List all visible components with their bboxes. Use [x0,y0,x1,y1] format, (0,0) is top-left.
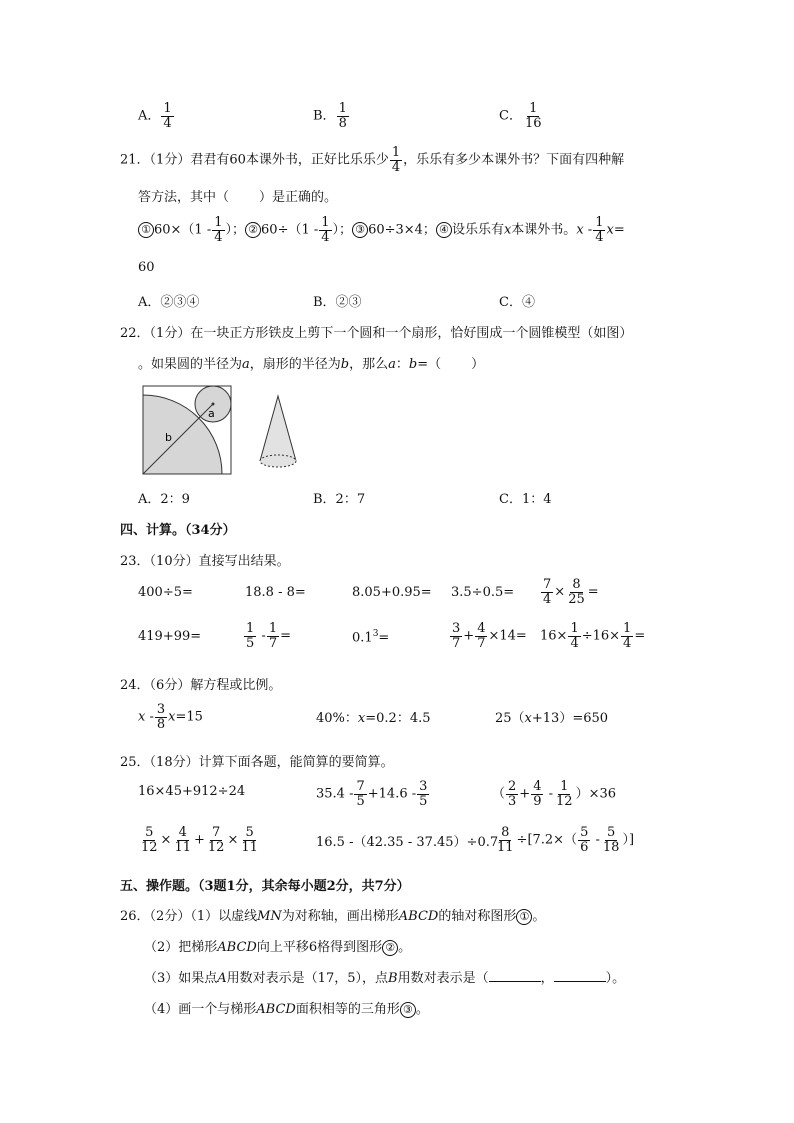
q20-option-b [313,102,350,130]
fraction [495,826,516,854]
q22-option-a: A．2：9 [138,492,190,507]
q26-text: 26．（2分）（1）以虚线 [120,909,258,924]
denominator: 3 [508,793,517,809]
operator: × [227,832,239,848]
numerator: 5 [607,825,616,840]
q26-text: 用数对表示是（17，5），点 [226,971,388,986]
answer-blank-x[interactable] [489,969,541,982]
q25-expr-c [492,780,616,808]
variable-a: a [242,357,250,372]
variable: x [606,222,614,238]
operator: + [463,628,475,644]
denominator: 4 [595,229,604,245]
q26-text: 。 [415,1002,429,1017]
q21-line2 [138,186,337,205]
fraction [390,146,402,174]
operator: = [587,584,599,600]
fraction [354,780,366,808]
operator: - [145,709,154,725]
q23-r1-3: 8.05+0.95= [352,585,432,600]
cone-figure [140,384,310,476]
q21-option-a: A．②③④ [138,295,200,310]
option-letter: B． [313,108,336,124]
q22-line2 [138,353,484,372]
expr-text: +14.6 - [367,786,417,802]
q24-eq3 [495,707,608,726]
q22-option-c: C．1：4 [499,492,552,507]
q21-text: 21．（1分）君君有60本课外书，正好比乐乐少 [120,152,389,168]
denominator: 4 [321,229,330,245]
q22-text: ： [395,357,409,372]
operator: ×14= [488,628,527,644]
variable: x [357,711,366,726]
q26-text: ， [540,971,554,986]
trapezoid-name: ABCD [217,940,257,955]
q24-head: 24．（6分）解方程或比例。 [120,678,282,693]
variable-b: b [408,357,418,372]
denominator: 12 [207,839,225,855]
q23-r2-1: 419+99= [138,629,202,644]
option-letter: A． [138,108,161,124]
method-text: - [583,222,593,238]
variable: x [168,709,176,725]
variable: x [524,711,532,726]
q26-text: 向上平移6格得到图形 [256,940,383,955]
expr-text: 35.4 - [316,786,354,802]
numerator: 4 [178,825,187,840]
numerator: 7 [356,779,365,794]
denominator: 7 [477,635,486,651]
fraction [450,622,462,650]
label-b: b [165,431,172,444]
q24-eq1 [138,703,203,731]
numerator: 1 [246,621,255,636]
numerator: 1 [570,621,579,636]
denominator: 6 [580,839,589,855]
variable-a: a [388,357,396,372]
q23-r2-4 [449,622,527,650]
operator: - [257,628,266,644]
denominator: 5 [246,635,255,651]
variable-b: b [340,357,350,372]
fraction [172,826,193,854]
q26-text: （4）画一个与梯形 [144,1002,257,1017]
denominator: 16 [524,115,542,131]
numerator: 8 [572,577,581,592]
q25-expr-a: 16×45+912÷24 [138,784,246,799]
variable: x [576,222,584,238]
circled-number: ① [516,909,532,925]
equation-text: 25（ [495,711,525,726]
fraction [212,216,224,244]
fraction [506,780,518,808]
fraction [554,780,575,808]
fraction [568,622,580,650]
q21-line1 [120,146,624,174]
numerator: 1 [338,101,347,116]
numerator: 2 [508,779,517,794]
denominator: 5 [419,793,428,809]
q26-text: ）。 [605,971,626,986]
numerator: 3 [419,779,428,794]
q26-line1 [120,905,545,925]
fraction [578,826,590,854]
section5-title: 五、操作题。（3题1分，其余每小题2分，共7分） [120,879,410,894]
numerator: 5 [580,825,589,840]
denominator: 11 [497,839,514,855]
q21-text: ）是正确的。 [259,190,338,205]
equation-text: =15 [175,709,203,725]
circled-number: ② [382,940,398,956]
q25-expr-b [316,780,430,808]
fraction [523,102,544,130]
denominator: 4 [570,635,579,651]
expr-text: ÷16× [581,628,621,644]
equation-text: +13）=650 [531,711,609,726]
variable: x [503,222,512,238]
exponent: 3 [372,629,379,639]
operator: + [194,832,205,848]
circled-number: ③ [400,1002,416,1018]
q23-head: 23．（10分）直接写出结果。 [120,554,290,569]
method-text: 本课外书。 [511,222,577,238]
q22-text: 。如果圆的半径为 [138,357,243,372]
denominator: 7 [268,635,278,651]
denominator: 25 [568,591,585,607]
numerator: 7 [212,825,221,840]
numerator: 3 [452,621,461,636]
q22-text: =（ [417,357,442,372]
denominator: 8 [338,115,347,131]
numerator: 1 [560,779,569,794]
expr-text: ）] [622,832,635,848]
method-text: = [613,222,625,238]
q21-text: 答方法，其中（ [138,190,230,205]
operator: = [378,630,390,646]
q23-r1-4: 3.5÷0.5= [451,585,515,600]
q26-text: 的轴对称图形 [438,909,517,924]
denominator: 4 [391,159,401,175]
denominator: 12 [556,793,573,809]
numerator: 1 [595,215,604,230]
q20-option-a [138,102,175,130]
denominator: 11 [241,839,258,855]
expr-text: 16× [540,628,568,644]
fraction [319,216,331,244]
q25-expr-f [494,826,634,854]
fraction [139,826,160,854]
fraction [155,703,167,731]
expr-text: ）×36 [575,786,616,802]
q21-option-b: B．②③ [313,295,362,310]
q21-line4: 60 [138,260,155,275]
circled-number: ① [138,222,154,238]
q20-option-c [499,102,545,130]
fraction [161,102,173,130]
operator: = [634,628,646,644]
method-text: 60×（1 - [154,222,212,238]
denominator: 7 [452,635,461,651]
q21-option-c: C．④ [499,295,535,310]
label-a: a [208,407,215,420]
method-text: ）； [332,222,353,238]
denominator: 4 [214,229,223,245]
q22-option-b: B．2：7 [313,492,366,507]
numerator: 7 [543,577,552,592]
fraction [244,622,256,650]
numerator: 1 [163,101,172,116]
numerator: 1 [623,621,632,636]
fraction [601,826,622,854]
method-text: 设乐乐有 [451,222,504,238]
q23-r1-5 [540,578,599,606]
point-a: A [217,971,227,986]
q25-expr-d [138,826,261,854]
q24-eq2 [316,707,431,726]
circled-number: ② [245,222,261,238]
q22-text: ） [471,357,485,372]
q26-line3 [144,967,625,986]
trapezoid-name: ABCD [256,1002,296,1017]
q26-line2 [144,936,411,956]
denominator: 4 [623,635,632,651]
fraction [531,780,543,808]
operator: + [519,786,531,802]
denominator: 11 [174,839,191,855]
point-b: B [388,971,398,986]
numerator: 1 [268,621,278,636]
fraction [417,780,429,808]
cone-shape [260,396,296,461]
denominator: 4 [543,591,552,607]
circled-number: ④ [436,222,452,238]
q26-text: 面积相等的三角形 [295,1002,400,1017]
method-text: 60÷（1 - [261,222,319,238]
denominator: 5 [356,793,365,809]
expr-text: （ [492,786,506,802]
q23-r2-3 [352,629,389,645]
numerator: 5 [145,825,154,840]
fraction [566,578,587,606]
denominator: 4 [163,115,172,131]
q23-r2-5 [540,622,645,650]
numerator: 4 [533,779,542,794]
numerator: 1 [214,215,223,230]
circled-number: ③ [352,222,368,238]
fraction [593,216,605,244]
fraction [621,622,633,650]
operator: × [160,832,172,848]
denominator: 18 [602,839,620,855]
denominator: 12 [141,839,158,855]
equation-text: =0.2：4.5 [365,711,431,726]
q23-r1-2: 18.8 - 8= [245,585,306,600]
q25-expr-e: 16.5 -（42.35 - 37.45）÷0.7 [316,835,499,850]
q26-text: 。 [532,909,546,924]
operator: - [591,832,600,848]
numerator: 8 [501,825,510,840]
base-number: 0.1 [352,630,373,646]
trapezoid-name: ABCD [398,909,439,924]
section4-title: 四、计算。（34分） [120,523,236,538]
variable: x [138,709,146,725]
fraction [541,578,553,606]
denominator: 8 [156,716,166,732]
numerator: 1 [529,101,538,116]
method-text: ）； [225,222,246,238]
q22-line1: 22．（1分）在一块正方形铁皮上剪下一个圆和一个扇形，恰好围成一个圆锥模型（如图） [120,326,633,341]
numerator: 4 [477,621,486,636]
numerator: 1 [391,145,401,160]
q21-methods [138,216,625,244]
fraction [206,826,227,854]
q22-text: ，扇形的半径为 [249,357,341,372]
cone-base [260,455,296,467]
operator: - [544,786,554,802]
line-mn: MN [257,909,282,924]
numerator: 3 [156,702,166,717]
q26-text: 。 [398,940,412,955]
expr-text: ÷[7.2×（ [516,832,578,848]
q26-text: （3）如果点 [144,971,218,986]
q21-text: ，乐乐有多少本课外书？下面有四种解 [403,152,625,168]
fraction [475,622,487,650]
q23-r2-2 [243,622,291,650]
numerator: 5 [245,825,254,840]
q26-text: 为对称轴，画出梯形 [281,909,399,924]
q26-text: 用数对表示是（ [397,971,489,986]
answer-blank-y[interactable] [554,969,606,982]
denominator: 9 [533,793,542,809]
fraction [267,622,279,650]
circle-center [212,403,215,406]
operator: = [280,628,291,644]
method-text: 60÷3×4； [368,222,436,238]
q25-head: 25．（18分）计算下面各题，能简算的要简算。 [120,755,394,770]
operator: × [554,584,566,600]
q22-text: ，那么 [349,357,389,372]
q26-text: （2）把梯形 [144,940,218,955]
numerator: 1 [321,215,330,230]
fraction [239,826,260,854]
q23-r1-1: 400÷5= [138,585,193,600]
option-letter: C． [499,108,522,124]
q26-line4 [144,998,429,1018]
equation-text: 40%： [316,711,358,726]
fraction [337,102,349,130]
